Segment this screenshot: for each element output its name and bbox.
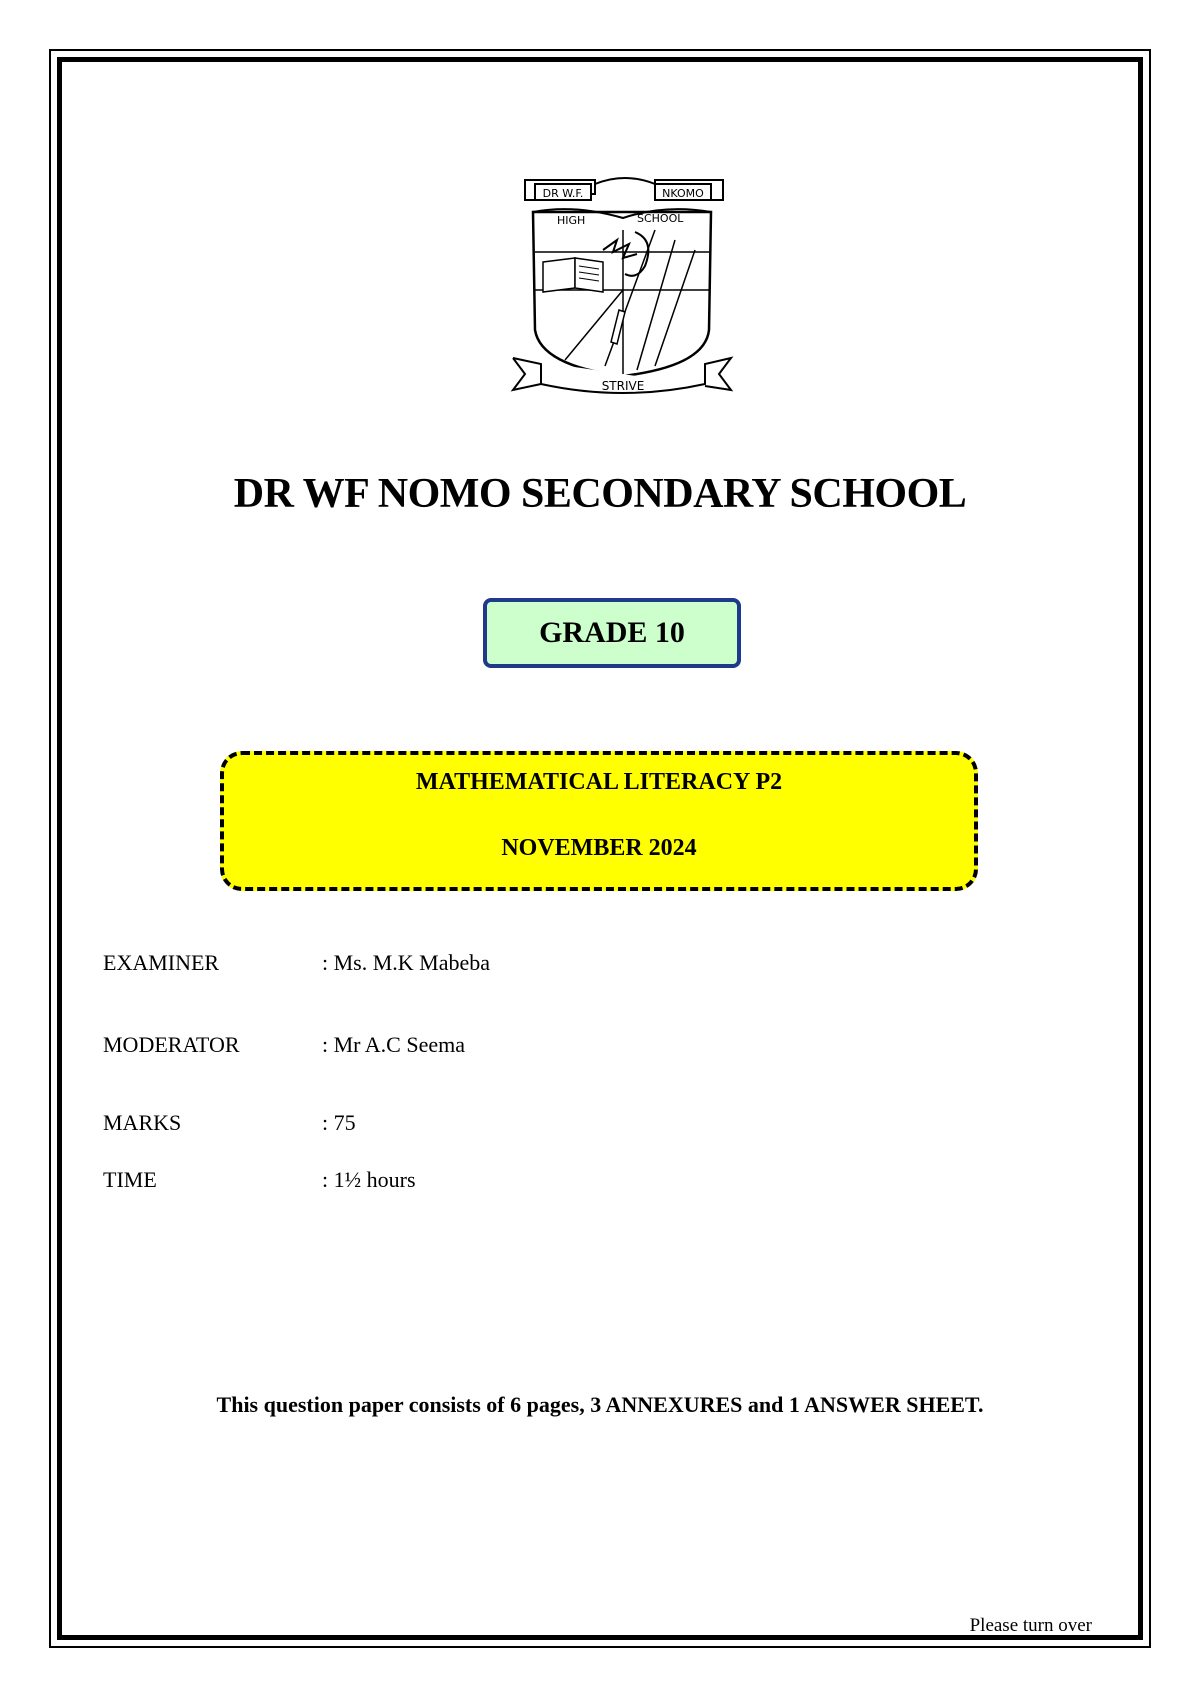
grade-badge [483, 598, 741, 668]
info-label: EXAMINER [103, 950, 220, 975]
crest-school-text: SCHOOL [637, 212, 684, 225]
crest-high-text: HIGH [557, 214, 586, 227]
school-crest-logo [505, 170, 737, 402]
paper-composition-note: This question paper consists of 6 pages, 3 ANNEXURES and 1 ANSWER SHEET. [216, 1392, 984, 1417]
grade-label: GRADE 10 [539, 616, 685, 649]
crest-scroll-left-text: DR W.F. [542, 187, 584, 200]
info-value: : 1½ hours [322, 1167, 416, 1192]
turn-over-footer: Please turn over [969, 1615, 1092, 1636]
subject-box [220, 751, 978, 891]
crest-motto-text: STRIVE [601, 379, 645, 393]
subject-title: MATHEMATICAL LITERACY P2 [415, 769, 783, 795]
info-label: TIME [103, 1167, 157, 1192]
info-value: : 75 [322, 1110, 356, 1135]
info-label: MODERATOR [103, 1032, 240, 1057]
info-label: MARKS [103, 1110, 182, 1135]
exam-session: NOVEMBER 2024 [501, 835, 697, 861]
crest-scroll-right-text: NKOMO [662, 187, 704, 200]
info-value: : Mr A.C Seema [322, 1032, 465, 1057]
school-name-heading: DR WF NOMO SECONDARY SCHOOL [233, 471, 967, 517]
info-value: : Ms. M.K Mabeba [322, 950, 491, 975]
